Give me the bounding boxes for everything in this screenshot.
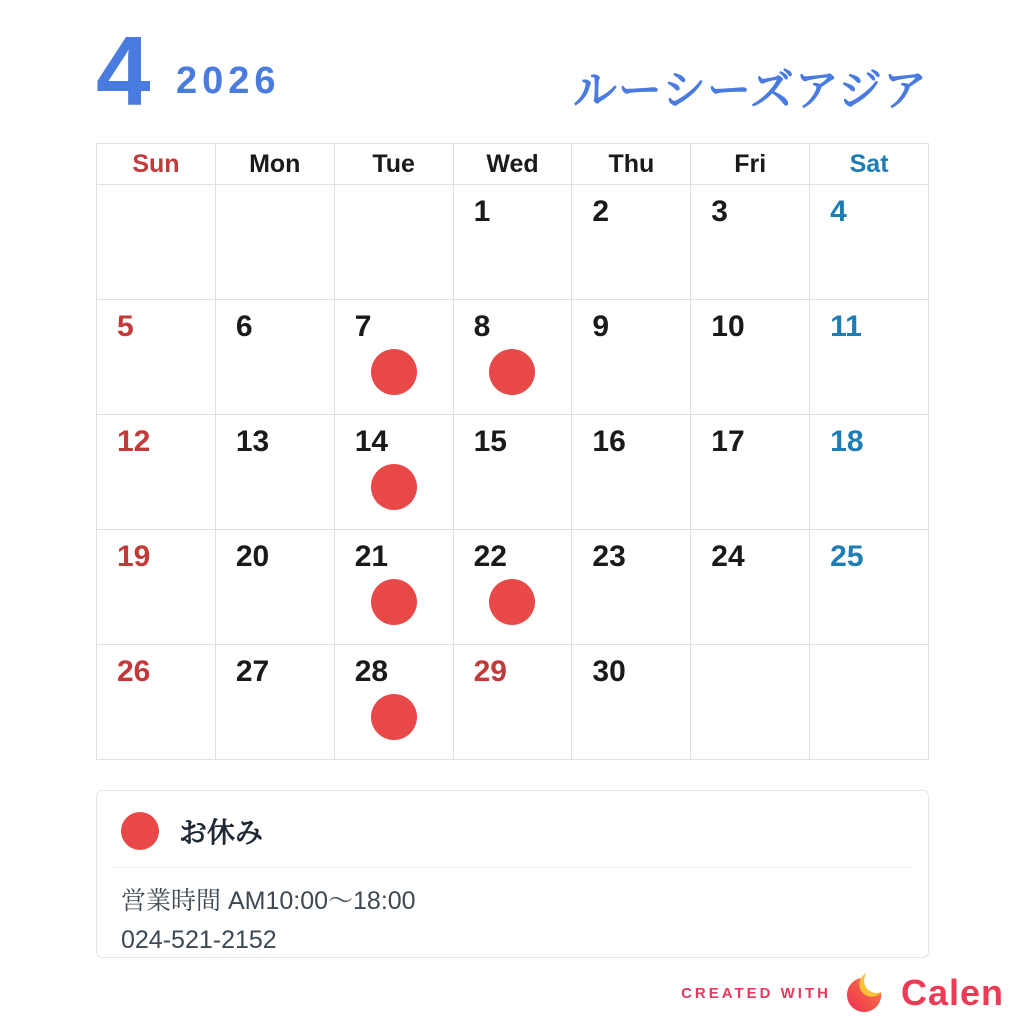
day-cell-14 bbox=[335, 415, 454, 530]
day-cell-6 bbox=[216, 300, 335, 415]
day-number: 27 bbox=[235, 655, 270, 688]
weekday-header-fri: Fri bbox=[691, 144, 810, 185]
day-number: 20 bbox=[235, 540, 270, 573]
day-cell-15 bbox=[454, 415, 573, 530]
day-cell-empty bbox=[97, 185, 216, 300]
business-hours: 営業時間 AM10:00〜18:00 bbox=[121, 887, 416, 915]
day-cell-3 bbox=[691, 185, 810, 300]
day-cell-empty bbox=[216, 185, 335, 300]
day-cell-25 bbox=[810, 530, 929, 645]
weekday-header-thu: Thu bbox=[572, 144, 691, 185]
legend-row bbox=[97, 791, 928, 867]
day-number: 16 bbox=[592, 425, 626, 458]
weekday-header-wed: Wed bbox=[454, 144, 573, 185]
day-cell-26 bbox=[97, 645, 216, 760]
day-cell-28 bbox=[335, 645, 454, 760]
day-cell-23 bbox=[572, 530, 691, 645]
day-number: 22 bbox=[473, 540, 507, 573]
day-cell-17 bbox=[691, 415, 810, 530]
day-number: 21 bbox=[354, 540, 389, 573]
day-cell-30 bbox=[572, 645, 691, 760]
day-number: 15 bbox=[473, 425, 507, 458]
year-label: 2026 bbox=[176, 60, 281, 102]
day-number: 24 bbox=[711, 540, 745, 573]
weekday-header-sat: Sat bbox=[810, 144, 929, 185]
day-cell-27 bbox=[216, 645, 335, 760]
day-number: 18 bbox=[830, 425, 864, 458]
legend-card bbox=[96, 790, 929, 958]
closed-day-label: お休み bbox=[179, 817, 264, 848]
day-cell-24 bbox=[691, 530, 810, 645]
day-cell-13 bbox=[216, 415, 335, 530]
weekday-header-mon: Mon bbox=[216, 144, 335, 185]
business-info bbox=[97, 868, 928, 960]
day-number: 1 bbox=[473, 195, 491, 228]
day-number: 3 bbox=[711, 195, 728, 228]
day-cell-8 bbox=[454, 300, 573, 415]
day-number: 6 bbox=[235, 310, 253, 343]
closed-day-dot bbox=[371, 694, 417, 740]
calen-logo-text: Calen bbox=[900, 972, 1004, 1013]
day-number: 11 bbox=[830, 310, 862, 343]
day-number: 5 bbox=[117, 310, 134, 343]
phone-number: 024-521-2152 bbox=[121, 925, 277, 954]
day-number: 29 bbox=[473, 655, 507, 688]
day-number: 26 bbox=[117, 655, 151, 688]
calendar-grid bbox=[96, 143, 929, 760]
closed-day-dot-icon bbox=[121, 812, 159, 850]
closed-day-dot bbox=[371, 349, 417, 395]
day-cell-2 bbox=[572, 185, 691, 300]
closed-day-dot bbox=[371, 464, 417, 510]
day-cell-29 bbox=[454, 645, 573, 760]
day-number: 13 bbox=[235, 425, 270, 458]
day-number: 12 bbox=[117, 425, 151, 458]
day-cell-21 bbox=[335, 530, 454, 645]
day-number: 19 bbox=[117, 540, 151, 573]
weekday-header-tue: Tue bbox=[335, 144, 454, 185]
month-number: 4 bbox=[96, 16, 151, 126]
day-number: 23 bbox=[592, 540, 626, 573]
day-number: 30 bbox=[592, 655, 626, 688]
day-number: 2 bbox=[592, 195, 610, 228]
calen-moon-icon bbox=[845, 972, 887, 1014]
day-cell-5 bbox=[97, 300, 216, 415]
day-cell-4 bbox=[810, 185, 929, 300]
weekday-header-sun: Sun bbox=[97, 144, 216, 185]
day-number: 28 bbox=[354, 655, 389, 688]
day-cell-11 bbox=[810, 300, 929, 415]
day-number: 17 bbox=[711, 425, 745, 458]
store-name-title: ルーシーズアジア bbox=[572, 66, 928, 115]
day-number: 25 bbox=[830, 540, 864, 573]
day-number: 4 bbox=[830, 195, 847, 228]
day-number: 8 bbox=[473, 310, 491, 343]
day-cell-18 bbox=[810, 415, 929, 530]
day-number: 9 bbox=[592, 310, 610, 343]
day-cell-7 bbox=[335, 300, 454, 415]
day-cell-1 bbox=[454, 185, 573, 300]
day-cell-empty bbox=[691, 645, 810, 760]
day-number: 7 bbox=[354, 310, 372, 343]
day-cell-9 bbox=[572, 300, 691, 415]
day-cell-16 bbox=[572, 415, 691, 530]
created-with-label: CREATED WITH bbox=[681, 984, 831, 1002]
closed-day-dot bbox=[489, 349, 535, 395]
day-cell-12 bbox=[97, 415, 216, 530]
day-cell-empty bbox=[810, 645, 929, 760]
day-cell-20 bbox=[216, 530, 335, 645]
closed-day-dot bbox=[489, 579, 535, 625]
day-cell-10 bbox=[691, 300, 810, 415]
day-cell-empty bbox=[335, 185, 454, 300]
day-cell-19 bbox=[97, 530, 216, 645]
day-number: 14 bbox=[354, 425, 389, 458]
day-cell-22 bbox=[454, 530, 573, 645]
footer-brand bbox=[681, 972, 1004, 1014]
day-number: 10 bbox=[711, 310, 745, 343]
closed-day-dot bbox=[371, 579, 417, 625]
